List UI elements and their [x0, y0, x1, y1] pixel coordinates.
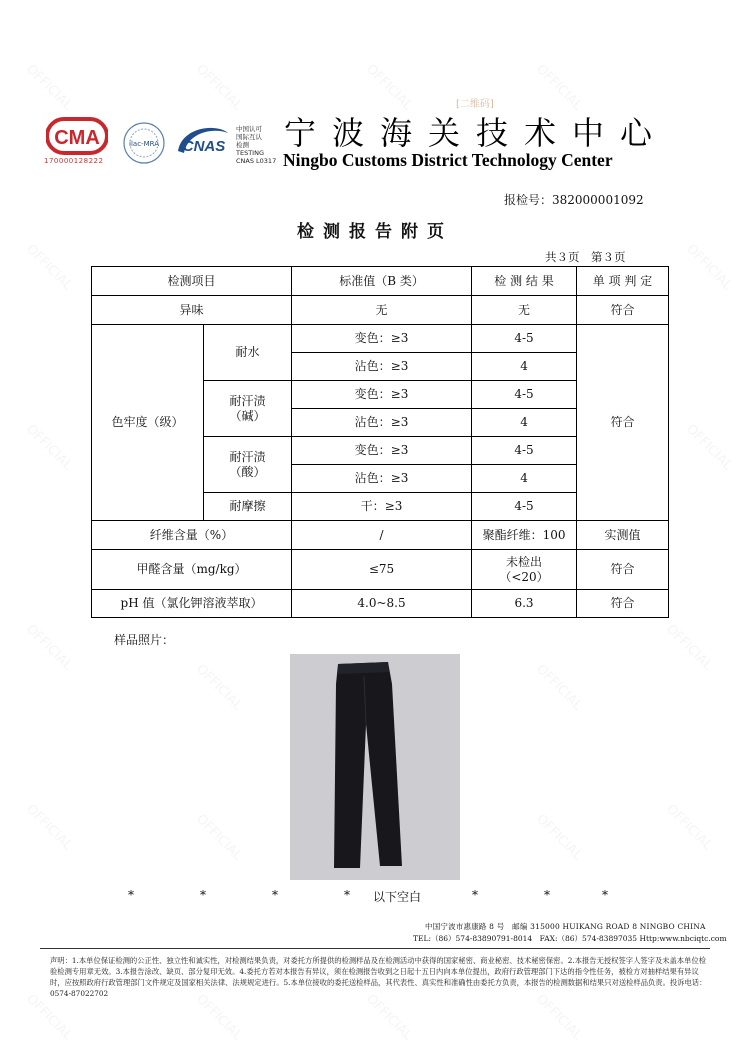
verdict-cell: 符合 — [577, 296, 669, 325]
verdict-cell: 符合 — [577, 590, 669, 618]
colorfastness-verdict: 符合 — [577, 325, 669, 521]
photo-label: 样品照片： — [114, 633, 175, 647]
result-cell: 4-5 — [472, 437, 577, 465]
result-cell: 聚酯纤维：100 — [472, 521, 577, 550]
table-row-formaldehyde — [92, 550, 669, 590]
water-label: 耐水 — [204, 325, 292, 381]
star-mark: * — [472, 888, 478, 902]
result-cell: 4-5 — [472, 493, 577, 521]
report-number: 报检号：382000001092 — [504, 193, 644, 207]
header-standard: 标准值（B 类） — [292, 267, 472, 296]
table-row-fiber — [92, 521, 669, 550]
star-mark: * — [128, 888, 134, 902]
result-cell: 6.3 — [472, 590, 577, 618]
result-cell: 无 — [472, 296, 577, 325]
cnas-note: 中国认可 国际互认 检测 TESTING CNAS L0317 — [236, 125, 277, 165]
cnas-text: CNAS — [182, 138, 226, 155]
cnas-logo-icon — [172, 121, 232, 163]
org-title-cn: 宁波海关技术中心 — [284, 114, 669, 152]
ilac-text: ilac-MRA — [129, 140, 159, 148]
table-header-row — [92, 267, 669, 296]
result-cell: 4-5 — [472, 381, 577, 409]
ilac-mra-logo-icon — [122, 121, 166, 165]
sweat-alkali-label: 耐汗渍 （碱） — [204, 381, 292, 437]
qr-stamp-text: [二维码] — [456, 99, 494, 110]
verdict-cell: 符合 — [577, 550, 669, 590]
standard-cell: 沾色：≥3 — [292, 353, 472, 381]
page-title: 检测报告附页 — [297, 222, 453, 242]
sweat-acid-label: 耐汗渍 （酸） — [204, 437, 292, 493]
results-table — [91, 266, 669, 618]
sample-photo — [290, 654, 460, 880]
item-cell: 异味 — [92, 296, 292, 325]
standard-cell: 变色：≥3 — [292, 437, 472, 465]
star-mark: * — [344, 888, 350, 902]
standard-cell: / — [292, 521, 472, 550]
table-row-odor — [92, 296, 669, 325]
verdict-cell: 实测值 — [577, 521, 669, 550]
cma-text: CMA — [54, 127, 100, 149]
standard-cell: 变色：≥3 — [292, 381, 472, 409]
result-cell: 4 — [472, 353, 577, 381]
standard-cell: 无 — [292, 296, 472, 325]
footer-contact: TEL:（86）574-83890791-8014 FAX:（86）574-83897035 Http:www.nbciqtc.com — [413, 934, 727, 943]
table-row-ph — [92, 590, 669, 618]
result-cell: 未检出 （<20） — [472, 550, 577, 590]
footer-divider — [40, 948, 710, 949]
blank-below-row — [0, 888, 750, 904]
star-mark: * — [544, 888, 550, 902]
header-verdict: 单 项 判 定 — [577, 267, 669, 296]
star-mark: * — [272, 888, 278, 902]
blank-below-text: 以下空白 — [373, 890, 422, 904]
header-item: 检测项目 — [92, 267, 292, 296]
standard-cell: 变色：≥3 — [292, 325, 472, 353]
table-row-colorfastness-water-1 — [92, 325, 669, 353]
cma-logo-icon — [46, 116, 108, 156]
item-cell: 甲醛含量（mg/kg） — [92, 550, 292, 590]
cma-number: 170000128222 — [44, 157, 104, 165]
item-cell: 纤维含量（%） — [92, 521, 292, 550]
star-mark: * — [200, 888, 206, 902]
star-mark: * — [602, 888, 608, 902]
result-cell: 4 — [472, 465, 577, 493]
standard-cell: ≤75 — [292, 550, 472, 590]
footer-declaration: 声明：1.本单位保证检测的公正性、独立性和诚实性，对检测结果负责，对委托方所提供的检测样品及在检测活动中获得的国家秘密、商业秘密、技术秘密保密。2.本报告无授权签字人签字及未盖本单位检验检测专用章无效。3.本报告涂改、缺页、部分复印无效。4.委托方若对本报告有异议，须在检测报告收到之日起十五日内向本单位提出，政府行政管理部门下达的指令性任务，被检方对抽样结果有异议时，应按照政府行政管理部门文件规定及国家相关法律、法规规定进行。5.本单位接收的委托送检样品，其代表性、真实性和准确性由委托方负责，本报告的检测数据和结果只对送检样品负责。投诉电话：0574-87022702 — [50, 956, 707, 998]
standard-cell: 干：≥3 — [292, 493, 472, 521]
colorfastness-label: 色牢度（级） — [92, 325, 204, 521]
result-cell: 4 — [472, 409, 577, 437]
standard-cell: 沾色：≥3 — [292, 409, 472, 437]
org-title-en: Ningbo Customs District Technology Center — [283, 150, 613, 170]
footer-address: 中国宁波市惠康路 8 号 邮编 315000 HUIKANG ROAD 8 NINGBO CHINA — [425, 922, 706, 931]
standard-cell: 4.0~8.5 — [292, 590, 472, 618]
result-cell: 4-5 — [472, 325, 577, 353]
item-cell: pH 值（氯化钾溶液萃取） — [92, 590, 292, 618]
standard-cell: 沾色：≥3 — [292, 465, 472, 493]
rubbing-label: 耐摩擦 — [204, 493, 292, 521]
header-result: 检 测 结 果 — [472, 267, 577, 296]
page-info: 共３页 第３页 — [545, 250, 626, 264]
